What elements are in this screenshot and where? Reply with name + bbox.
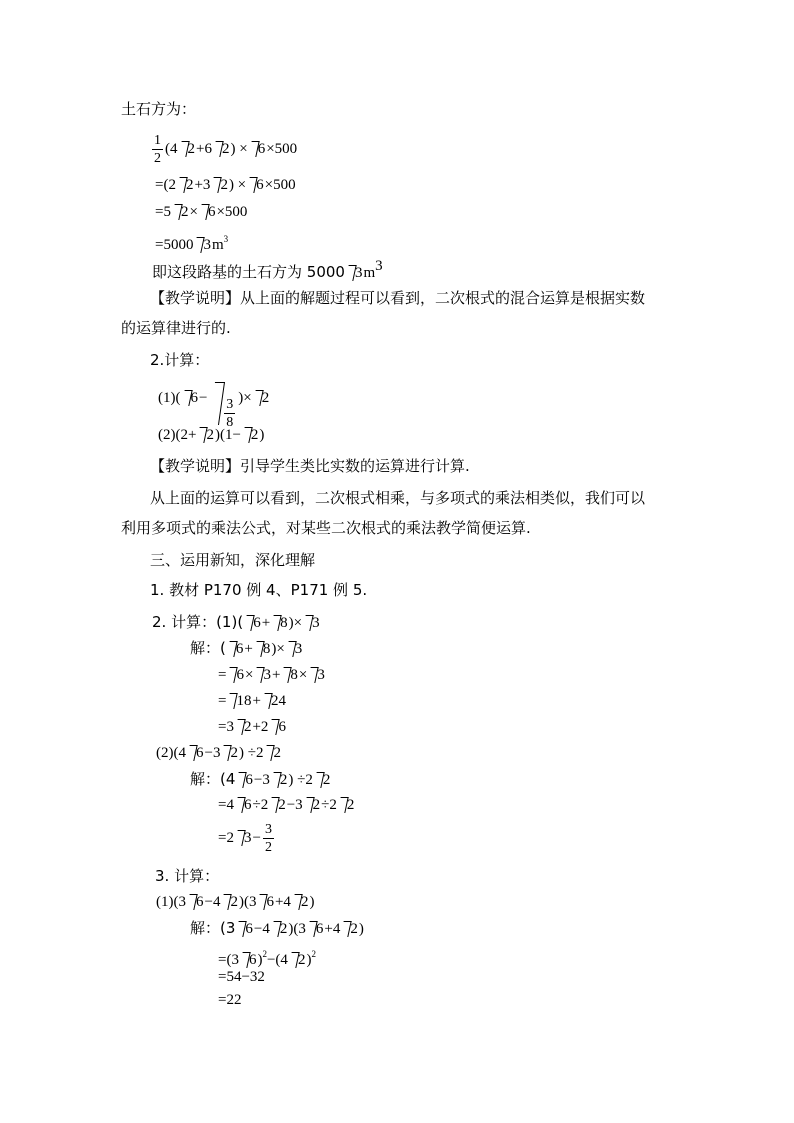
radical: 8 [272,613,288,633]
calc-text: =2 [218,829,234,846]
item-3-problem-1 [156,892,314,912]
item-2-title-text: 2. 计算：(1)( [152,613,244,631]
calc-text: ) [358,921,364,937]
radical: 2 [236,717,252,737]
calc-text: )× [238,390,252,406]
calc-text: =3 [218,719,234,735]
calc-text: (2)(4 [156,745,186,761]
radical: 8 [282,665,298,685]
radical: 2 [214,139,230,159]
fraction-denominator: 8 [226,415,234,430]
calc-text: + [252,693,261,709]
radical: 2 [305,795,321,815]
fraction-denominator: 2 [154,151,161,166]
fraction-numerator: 3 [226,397,234,412]
calc-text: + [271,667,281,683]
radical: 2 [243,425,259,445]
fraction-three-halves [263,821,274,856]
calc-text: +4 [274,894,291,910]
radical: 6 [248,175,264,195]
item-2-problem-2-step-1 [218,795,355,815]
radical: 2 [293,892,309,912]
calc-text: =4 [218,797,234,813]
solution-label: 解：( [190,639,226,657]
radical: 6 [237,770,253,790]
calc-text: (1)( [158,390,181,406]
calc-row-1 [150,132,297,168]
calc-text: −3 [204,745,221,761]
radical: 2 [315,770,331,790]
calc-text: +3 [194,177,211,193]
teaching-note-1-line-2: 的运算律进行的. [121,319,231,337]
radical: 6 [236,795,252,815]
radical: 8 [255,639,271,659]
calc-text: + [244,641,253,657]
calc-row-3 [155,202,247,222]
calc-text: =5 [155,204,171,220]
paragraph-line-1: 从上面的运算可以看到，二次根式相乘，与多项式的乘法相类似，我们可以 [150,489,646,507]
calc-text: (4 [165,140,178,157]
calc-row-2 [155,175,296,195]
radical: 6 [258,892,274,912]
radical: 6 [188,743,204,763]
calc-text: ) ÷2 [238,745,264,761]
calc-text: =(3 [218,952,239,968]
calc-text: ) × [228,177,247,193]
calc2-title: 2.计算： [150,351,210,369]
intro-heading: 土石方为： [121,100,197,118]
radical: 2 [222,892,238,912]
conclusion [152,256,383,283]
item-2-step-3 [218,717,287,737]
section-3-heading: 三、运用新知，深化理解 [150,551,316,569]
calc-text: )× [271,641,285,657]
radical: 2 [272,770,288,790]
radical: 2 [198,425,214,445]
calc-text: =5000 [155,237,194,253]
item-2-problem-2 [156,743,282,763]
radical: 2 [339,795,355,815]
radical: 6 [245,613,261,633]
calc-text: × [298,667,308,683]
item-2-solution [190,638,303,659]
calc-text: −3 [253,772,270,788]
calc-text: ) [259,427,265,443]
radical: 3 [309,665,325,685]
radical: 18 [228,691,251,711]
radical: 24 [263,691,286,711]
calc-row-4 [155,229,228,255]
unit: m [363,265,376,281]
fraction-numerator: 1 [154,133,161,148]
radical: 2 [180,139,196,159]
paragraph-line-2: 利用多项式的乘法公式，对某些二次根式的乘法教学简便运算. [121,519,531,537]
item-1: 1. 教材 P170 例 4、P171 例 5. [150,581,368,599]
calc-text: ×500 [266,140,298,157]
item-2-step-1 [218,665,326,685]
calc-text: ) [257,952,263,968]
fraction-numerator: 3 [264,822,272,837]
radical: 2 [212,175,228,195]
radical: 2 [178,175,194,195]
item-3-step-2: =54−32 [218,969,265,985]
radical: 6 [250,139,266,159]
radical: 2 [222,743,238,763]
calc-text: (1)(3 [156,894,186,910]
calc-text: ×500 [216,204,248,220]
calc-text: ) [309,894,315,910]
calc-text: ×500 [264,177,296,193]
calc-text: ÷2 [252,797,269,813]
radical: 3 [304,613,320,633]
calc-text: )× [288,615,303,631]
radical: 6 [183,388,199,408]
item-2-title [152,612,321,633]
unit: m [211,237,224,253]
teaching-note-1-line-1: 【教学说明】从上面的解题过程可以看到，二次根式的混合运算是根据实数 [150,289,646,307]
item-2-problem-2-step-2 [218,821,276,859]
calc-text: × [244,667,254,683]
radical: 2 [290,950,306,970]
calc-text: −4 [253,921,270,937]
item-3-title: 3. 计算： [155,867,220,885]
radical: 6 [228,665,244,685]
radical: 6 [188,892,204,912]
calc-text: = [218,667,227,683]
radical: 3 [287,639,303,659]
calc-text: + [261,615,271,631]
item-2-problem-2-solution [190,769,331,790]
calc2-problem-2 [158,425,264,445]
calc-text: −4 [204,894,221,910]
calc-text: +6 [196,140,212,157]
calc-text: − [252,829,261,846]
radical: 2 [265,743,281,763]
item-3-solution [190,918,364,939]
calc-text: −3 [286,797,303,813]
calc-text: ) × [230,140,248,157]
fraction-denominator: 2 [264,840,272,855]
item-3-step-3: =22 [218,992,242,1008]
radical: 6 [241,950,257,970]
teaching-note-2: 【教学说明】引导学生类比实数的运算进行计算. [150,457,470,475]
radical: 2 [272,919,288,939]
calc-text: =(2 [155,177,176,193]
radical: 3 [195,235,211,255]
calc-text: )(3 [238,894,257,910]
exponent: 3 [223,234,229,244]
radical: 2 [254,388,270,408]
calc-text: (2)(2+ [158,427,197,443]
radical: 6 [200,202,216,222]
radical: 6 [270,717,286,737]
solution-label: 解：(4 [190,770,236,788]
exponent: 3 [375,258,383,274]
calc-text: × [189,204,198,220]
calc-text: −(4 [266,952,288,968]
calc-text: ÷2 [321,797,337,813]
conclusion-text: 即这段路基的土石方为 5000 [152,263,345,281]
radical: 2 [173,202,189,222]
exponent: 2 [262,949,267,959]
radical: 3 [347,263,363,283]
radical: 2 [342,919,358,939]
radical: 6 [237,919,253,939]
radical: 2 [270,795,286,815]
calc-text: ) ÷2 [288,772,313,788]
calc-text: +4 [324,921,341,937]
calc2-problem-1 [158,388,270,430]
fraction-half [152,132,163,167]
radical: 6 [228,639,244,659]
radical: 3 [236,828,252,848]
calc-text: ) [306,952,312,968]
radical: 3 [255,665,271,685]
calc-text: )(3 [288,921,306,937]
calc-text: = [218,693,227,709]
radical: 6 [308,919,324,939]
item-2-step-2 [218,691,287,711]
solution-label: 解：(3 [190,919,236,937]
calc-text: +2 [252,719,269,735]
exponent: 2 [311,949,316,959]
calc-text: − [199,390,208,406]
calc-text: )(1− [214,427,241,443]
